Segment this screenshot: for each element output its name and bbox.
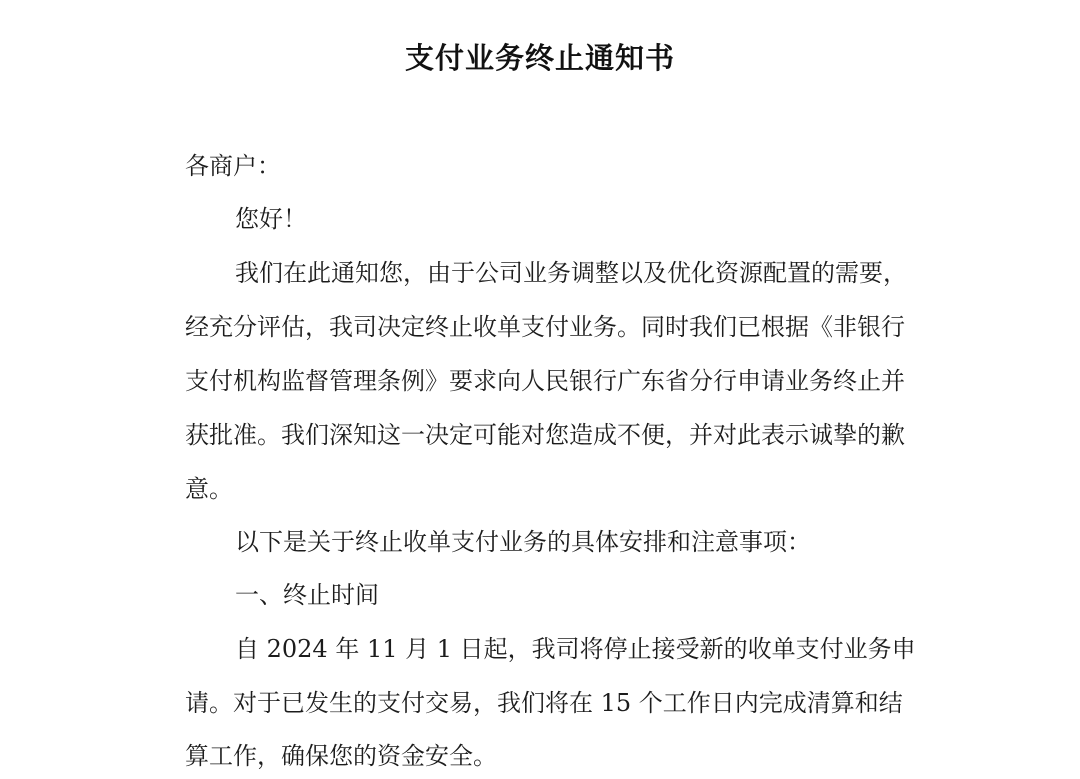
paragraph-1-line-3: 支付机构监督管理条例》要求向人民银行广东省分行申请业务终止并: [185, 367, 905, 395]
paragraph-1-line-2: 经充分评估，我司决定终止收单支付业务。同时我们已根据《非银行: [185, 313, 905, 341]
section-1-line-3: 算工作，确保您的资金安全。: [185, 742, 497, 770]
salutation: 各商户：: [185, 152, 281, 180]
document-title: 支付业务终止通知书: [404, 41, 675, 75]
paragraph-2: 以下是关于终止收单支付业务的具体安排和注意事项：: [235, 528, 811, 556]
paragraph-1-line-5: 意。: [185, 475, 233, 503]
section-1-line-1: 自 2024 年 11 月 1 日起，我司将停止接受新的收单支付业务申: [235, 635, 916, 663]
section-1-line-2: 请。对于已发生的支付交易，我们将在 15 个工作日内完成清算和结: [185, 689, 903, 717]
greeting: 您好！: [235, 205, 307, 233]
paragraph-1-line-1: 我们在此通知您，由于公司业务调整以及优化资源配置的需要，: [235, 259, 907, 287]
section-1-heading: 一、终止时间: [235, 581, 379, 609]
paragraph-1-line-4: 获批准。我们深知这一决定可能对您造成不便，并对此表示诚挚的歉: [185, 421, 905, 449]
